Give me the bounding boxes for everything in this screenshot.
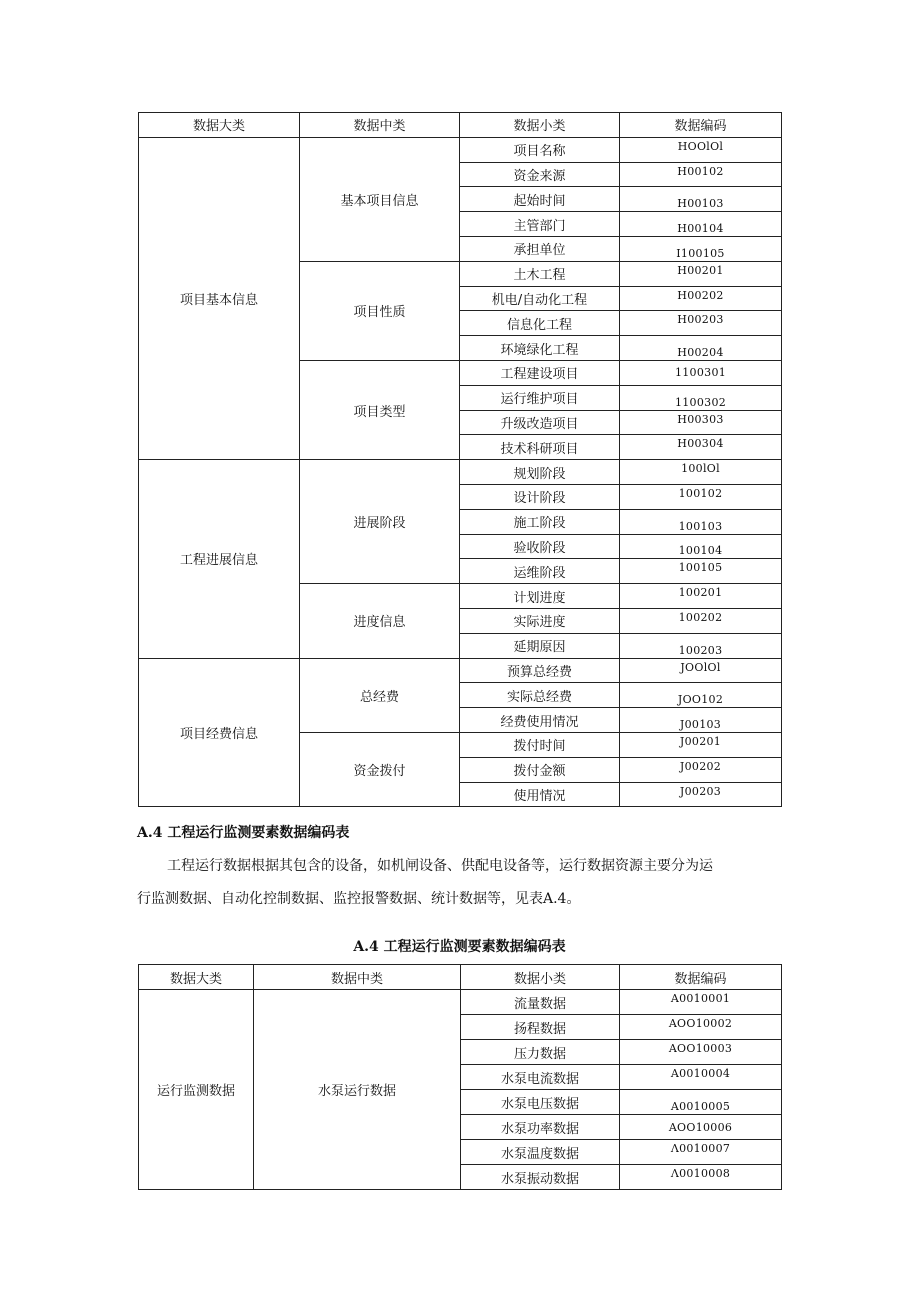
data-code: H00203 — [620, 311, 782, 336]
minor-category: 土木工程 — [460, 261, 620, 286]
header-major: 数据大类 — [139, 965, 254, 990]
minor-category: 计划进度 — [460, 584, 620, 609]
data-code: 100102 — [620, 484, 782, 509]
minor-category: 环境绿化工程 — [460, 336, 620, 361]
data-code: Λ0010007 — [620, 1140, 782, 1165]
data-code: 100201 — [620, 584, 782, 609]
minor-category: 施工阶段 — [460, 509, 620, 534]
data-code: A0010005 — [620, 1090, 782, 1115]
minor-category: 水泵电压数据 — [461, 1090, 620, 1115]
header-row — [139, 965, 782, 990]
mid-category: 进度信息 — [300, 584, 460, 658]
minor-category: 升级改造项目 — [460, 410, 620, 435]
header-major: 数据大类 — [139, 113, 300, 138]
data-code: AOO10002 — [620, 1015, 782, 1040]
data-code: H00303 — [620, 410, 782, 435]
operation-monitoring-table — [138, 964, 782, 1190]
table-caption: A.4 工程运行监测要素数据编码表 — [353, 939, 566, 955]
data-code: H00304 — [620, 435, 782, 460]
header-code: 数据编码 — [620, 113, 782, 138]
minor-category: 工程建设项目 — [460, 360, 620, 385]
data-code: 100105 — [620, 559, 782, 584]
major-category: 项目基本信息 — [139, 137, 300, 459]
mid-category: 进展阶段 — [300, 460, 460, 584]
minor-category: 使用情况 — [460, 782, 620, 807]
minor-category: 承担单位 — [460, 236, 620, 261]
data-code: H00204 — [620, 336, 782, 361]
minor-category: 流量数据 — [461, 990, 620, 1015]
major-category: 工程进展信息 — [139, 460, 300, 658]
minor-category: 拨付时间 — [460, 732, 620, 757]
data-code: AOO10003 — [620, 1040, 782, 1065]
paragraph-line-1: 工程运行数据根据其包含的设备，如机闸设备、供配电设备等，运行数据资源主要分为运 — [167, 858, 713, 874]
minor-category: 拨付金额 — [460, 757, 620, 782]
header-minor: 数据小类 — [461, 965, 620, 990]
header-code: 数据编码 — [620, 965, 782, 990]
table-row — [139, 460, 782, 485]
data-code: H00103 — [620, 187, 782, 212]
data-code: J00203 — [620, 782, 782, 807]
minor-category: 经费使用情况 — [460, 708, 620, 733]
major-category: 运行监测数据 — [139, 990, 254, 1190]
minor-category: 水泵功率数据 — [461, 1115, 620, 1140]
paragraph-line-2: 行监测数据、自动化控制数据、监控报警数据、统计数据等，见表A.4。 — [137, 891, 581, 907]
minor-category: 预算总经费 — [460, 658, 620, 683]
header-minor: 数据小类 — [460, 113, 620, 138]
data-code: 100104 — [620, 534, 782, 559]
table-row — [139, 990, 782, 1015]
mid-category: 水泵运行数据 — [254, 990, 461, 1190]
minor-category: 机电/自动化工程 — [460, 286, 620, 311]
minor-category: 实际总经费 — [460, 683, 620, 708]
minor-category: 验收阶段 — [460, 534, 620, 559]
data-code: 100202 — [620, 608, 782, 633]
minor-category: 资金来源 — [460, 162, 620, 187]
minor-category: 项目名称 — [460, 137, 620, 162]
minor-category: 延期原因 — [460, 633, 620, 658]
data-code: A0010001 — [620, 990, 782, 1015]
minor-category: 水泵温度数据 — [461, 1140, 620, 1165]
mid-category: 项目类型 — [300, 360, 460, 459]
mid-category: 资金拨付 — [300, 732, 460, 806]
minor-category: 扬程数据 — [461, 1015, 620, 1040]
data-code: 1100301 — [620, 360, 782, 385]
data-code: 100103 — [620, 509, 782, 534]
minor-category: 主管部门 — [460, 212, 620, 237]
minor-category: 规划阶段 — [460, 460, 620, 485]
minor-category: 运维阶段 — [460, 559, 620, 584]
minor-category: 实际进度 — [460, 608, 620, 633]
section-heading: A.4 工程运行监测要素数据编码表 — [137, 825, 350, 841]
header-mid: 数据中类 — [300, 113, 460, 138]
data-code: Λ0010008 — [620, 1165, 782, 1190]
minor-category: 压力数据 — [461, 1040, 620, 1065]
data-code: I100105 — [620, 236, 782, 261]
data-code: 100lOl — [620, 460, 782, 485]
data-code: H00102 — [620, 162, 782, 187]
data-code: 100203 — [620, 633, 782, 658]
data-code: A0010004 — [620, 1065, 782, 1090]
minor-category: 起始时间 — [460, 187, 620, 212]
mid-category: 项目性质 — [300, 261, 460, 360]
data-code: J00201 — [620, 732, 782, 757]
data-code: AOO10006 — [620, 1115, 782, 1140]
header-mid: 数据中类 — [254, 965, 461, 990]
data-code: H00202 — [620, 286, 782, 311]
data-code: J00202 — [620, 757, 782, 782]
project-info-table — [138, 112, 782, 807]
data-code: JOO102 — [620, 683, 782, 708]
mid-category: 基本项目信息 — [300, 137, 460, 261]
table-row — [139, 658, 782, 683]
minor-category: 水泵电流数据 — [461, 1065, 620, 1090]
minor-category: 信息化工程 — [460, 311, 620, 336]
data-code: 1100302 — [620, 385, 782, 410]
minor-category: 水泵振动数据 — [461, 1165, 620, 1190]
data-code: JOOlOl — [620, 658, 782, 683]
minor-category: 运行维护项目 — [460, 385, 620, 410]
minor-category: 设计阶段 — [460, 484, 620, 509]
data-code: H00104 — [620, 212, 782, 237]
header-row — [139, 113, 782, 138]
data-code: HOOlOl — [620, 137, 782, 162]
data-code: H00201 — [620, 261, 782, 286]
mid-category: 总经费 — [300, 658, 460, 732]
table-row — [139, 137, 782, 162]
minor-category: 技术科研项目 — [460, 435, 620, 460]
data-code: J00103 — [620, 708, 782, 733]
major-category: 项目经费信息 — [139, 658, 300, 807]
